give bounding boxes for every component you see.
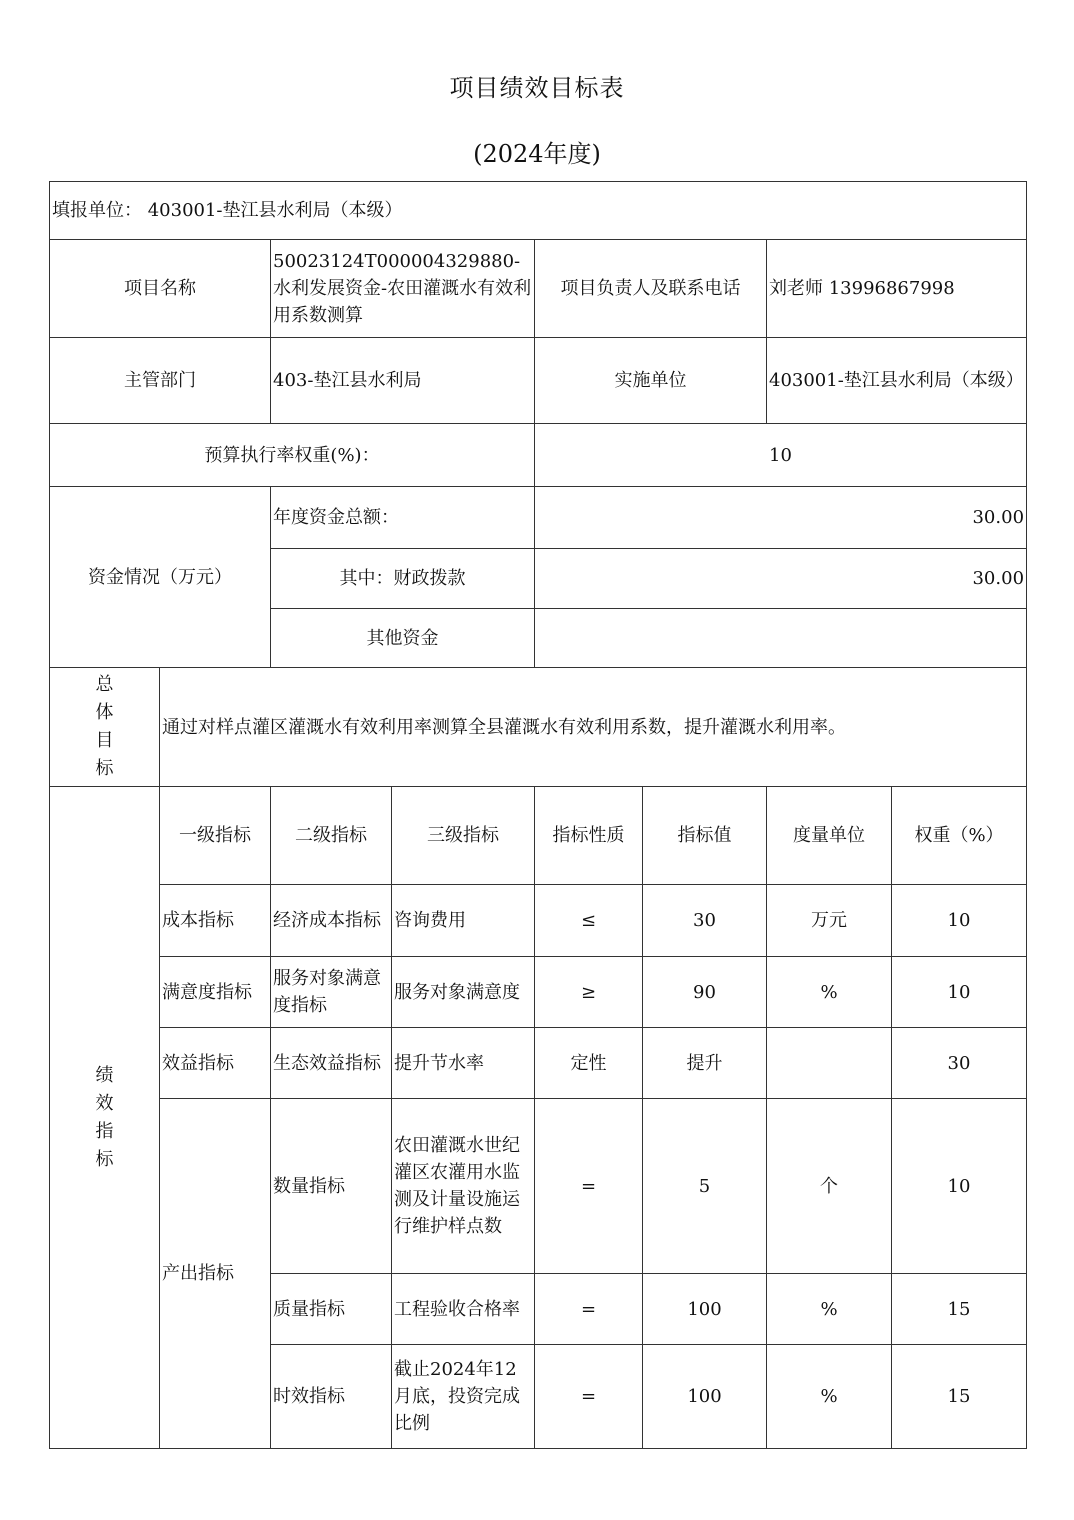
project-name-row xyxy=(50,240,1027,338)
indicator-level2: 时效指标 xyxy=(271,1345,392,1449)
funds-other-value xyxy=(535,609,1027,668)
indicator-unit: 万元 xyxy=(767,885,892,957)
header-nature: 指标性质 xyxy=(535,787,643,885)
reporting-unit-row xyxy=(50,182,1027,240)
funds-other-label: 其他资金 xyxy=(271,609,535,668)
indicator-nature: ≤ xyxy=(535,885,643,957)
indicator-value: 100 xyxy=(643,1345,767,1449)
overall-goal-text: 通过对样点灌区灌溉水有效利用率测算全县灌溉水有效利用系数，提升灌溉水利用率。 xyxy=(160,668,1027,787)
performance-indicators-label: 绩效指标 xyxy=(50,787,160,1449)
indicator-level2: 服务对象满意度指标 xyxy=(271,957,392,1028)
indicator-level2: 质量指标 xyxy=(271,1274,392,1345)
indicator-level3: 提升节水率 xyxy=(392,1028,535,1099)
indicator-value: 90 xyxy=(643,957,767,1028)
funds-fiscal-value: 30.00 xyxy=(535,549,1027,609)
header-level3: 三级指标 xyxy=(392,787,535,885)
indicator-level1: 满意度指标 xyxy=(160,957,271,1028)
indicator-weight: 30 xyxy=(892,1028,1027,1099)
department-row xyxy=(50,338,1027,424)
implementing-unit-value: 403001-垫江县水利局（本级） xyxy=(767,338,1027,424)
indicator-nature: = xyxy=(535,1274,643,1345)
indicator-unit: 个 xyxy=(767,1099,892,1274)
overall-goal-row xyxy=(50,668,1027,787)
document-year: (2024年度) xyxy=(473,140,601,168)
table-row xyxy=(50,1099,1027,1274)
indicator-level2: 数量指标 xyxy=(271,1099,392,1274)
funds-total-row xyxy=(50,487,1027,549)
indicator-value: 30 xyxy=(643,885,767,957)
indicator-level1: 产出指标 xyxy=(160,1099,271,1449)
indicator-level1: 效益指标 xyxy=(160,1028,271,1099)
indicator-unit xyxy=(767,1028,892,1099)
indicator-unit: % xyxy=(767,1274,892,1345)
indicator-header-row xyxy=(50,787,1027,885)
indicator-weight: 10 xyxy=(892,1099,1027,1274)
indicator-level1: 成本指标 xyxy=(160,885,271,957)
funds-fiscal-label: 其中：财政拨款 xyxy=(271,549,535,609)
header-level1: 一级指标 xyxy=(160,787,271,885)
indicator-weight: 10 xyxy=(892,957,1027,1028)
reporting-unit: 填报单位： 403001-垫江县水利局（本级） xyxy=(50,182,1027,240)
indicator-nature: 定性 xyxy=(535,1028,643,1099)
indicator-nature: ≥ xyxy=(535,957,643,1028)
table-row xyxy=(50,957,1027,1028)
indicator-level3: 截止2024年12月底，投资完成比例 xyxy=(392,1345,535,1449)
indicator-level3: 工程验收合格率 xyxy=(392,1274,535,1345)
indicator-value: 5 xyxy=(643,1099,767,1274)
project-manager-label: 项目负责人及联系电话 xyxy=(535,240,767,338)
performance-target-table xyxy=(49,181,1027,1449)
indicator-value: 100 xyxy=(643,1274,767,1345)
supervising-dept-value: 403-垫江县水利局 xyxy=(271,338,535,424)
document-title: 项目绩效目标表 xyxy=(449,74,625,102)
indicator-level2: 生态效益指标 xyxy=(271,1028,392,1099)
indicator-value: 提升 xyxy=(643,1028,767,1099)
indicator-level2: 经济成本指标 xyxy=(271,885,392,957)
project-name-label: 项目名称 xyxy=(50,240,271,338)
table-row xyxy=(50,1028,1027,1099)
header-unit: 度量单位 xyxy=(767,787,892,885)
header-level2: 二级指标 xyxy=(271,787,392,885)
supervising-dept-label: 主管部门 xyxy=(50,338,271,424)
indicator-weight: 15 xyxy=(892,1345,1027,1449)
funds-total-label: 年度资金总额： xyxy=(271,487,535,549)
indicator-level3: 咨询费用 xyxy=(392,885,535,957)
implementing-unit-label: 实施单位 xyxy=(535,338,767,424)
funds-label: 资金情况（万元） xyxy=(50,487,271,668)
overall-goal-label: 总体目标 xyxy=(50,668,160,787)
indicator-level3: 服务对象满意度 xyxy=(392,957,535,1028)
indicator-level3: 农田灌溉水世纪灌区农灌用水监测及计量设施运行维护样点数 xyxy=(392,1099,535,1274)
indicator-unit: % xyxy=(767,1345,892,1449)
header-weight: 权重（%） xyxy=(892,787,1027,885)
funds-total-value: 30.00 xyxy=(535,487,1027,549)
indicator-nature: = xyxy=(535,1099,643,1274)
budget-weight-label: 预算执行率权重(%)： xyxy=(50,424,535,487)
project-manager-value: 刘老师 13996867998 xyxy=(767,240,1027,338)
table-row xyxy=(50,885,1027,957)
project-name-value: 50023124T000004329880-水利发展资金-农田灌溉水有效利用系数测算 xyxy=(271,240,535,338)
budget-weight-row xyxy=(50,424,1027,487)
budget-weight-value: 10 xyxy=(535,424,1027,487)
indicator-weight: 10 xyxy=(892,885,1027,957)
indicator-weight: 15 xyxy=(892,1274,1027,1345)
header-value: 指标值 xyxy=(643,787,767,885)
indicator-nature: = xyxy=(535,1345,643,1449)
indicator-unit: % xyxy=(767,957,892,1028)
